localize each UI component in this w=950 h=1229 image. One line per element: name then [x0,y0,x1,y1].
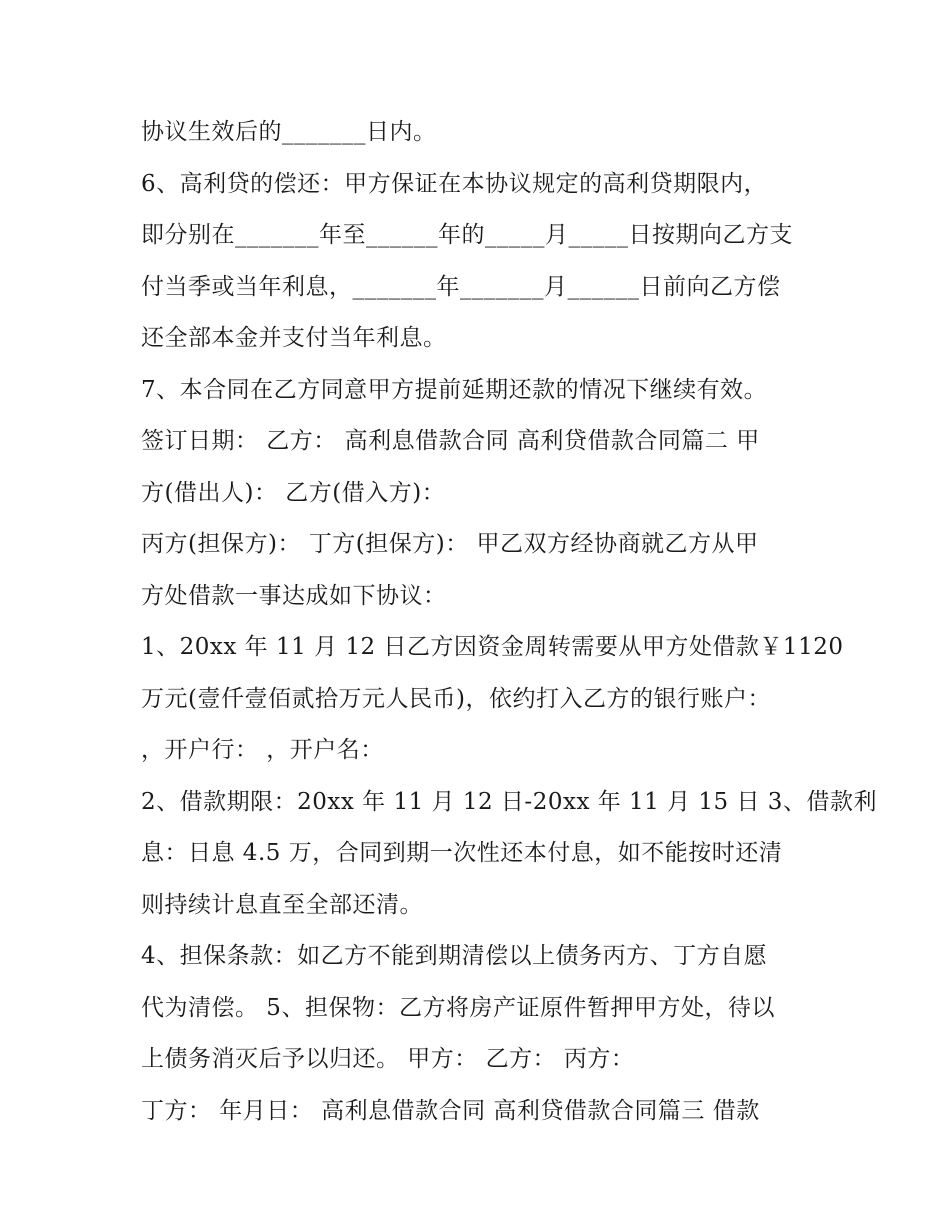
text-line: 代为清偿。 5、担保物：乙方将房产证原件暂押甲方处，待以 [141,994,775,1021]
text-line: 上债务消灭后予以归还。 甲方： 乙方： 丙方： [141,1046,635,1072]
document-body [141,107,877,1137]
text-line: ，开户行： ，开户名： [141,737,384,763]
text-line: 丁方： 年月日： 高利息借款合同 高利贷借款合同篇三 借款 [141,1097,760,1124]
text-line: 7、本合同在乙方同意甲方提前延期还款的情况下继续有效。 [141,376,768,403]
text-line: 则持续计息直至全部还清。 [141,891,423,918]
text-line: 即分别在_______年至______年的_____月_____日按期向乙方支 [141,222,793,248]
text-line: 签订日期： 乙方： 高利息借款合同 高利贷借款合同篇二 甲 [141,428,760,454]
text-line: 协议生效后的_______日内。 [141,119,437,145]
text-line: 付当季或当年利息，_______年_______月______日前向乙方偿 [141,273,781,300]
text-line: 2、借款期限：20xx 年 11 月 12 日-20xx 年 11 月 15 日 3、借款利 [141,788,877,815]
text-line: 4、担保条款：如乙方不能到期清偿以上债务丙方、丁方自愿 [141,943,768,969]
text-line: 6、高利贷的偿还：甲方保证在本协议规定的高利贷期限内， [141,170,768,197]
text-line: 方(借出人)： 乙方(借入方)： [141,479,446,506]
text-line: 息：日息 4.5 万，合同到期一次性还本付息，如不能按时还清 [141,840,783,866]
text-line: 万元(壹仟壹佰贰拾万元人民币)，依约打入乙方的银行账户： [141,685,771,712]
text-line: 还全部本金并支付当年利息。 [141,325,447,351]
text-line: 丙方(担保方)： 丁方(担保方)： 甲乙双方经协商就乙方从甲 [141,531,759,557]
text-line: 方处借款一事达成如下协议： [141,582,447,609]
text-line: 1、20xx 年 11 月 12 日乙方因资金周转需要从甲方处借款￥1120 [141,634,844,660]
